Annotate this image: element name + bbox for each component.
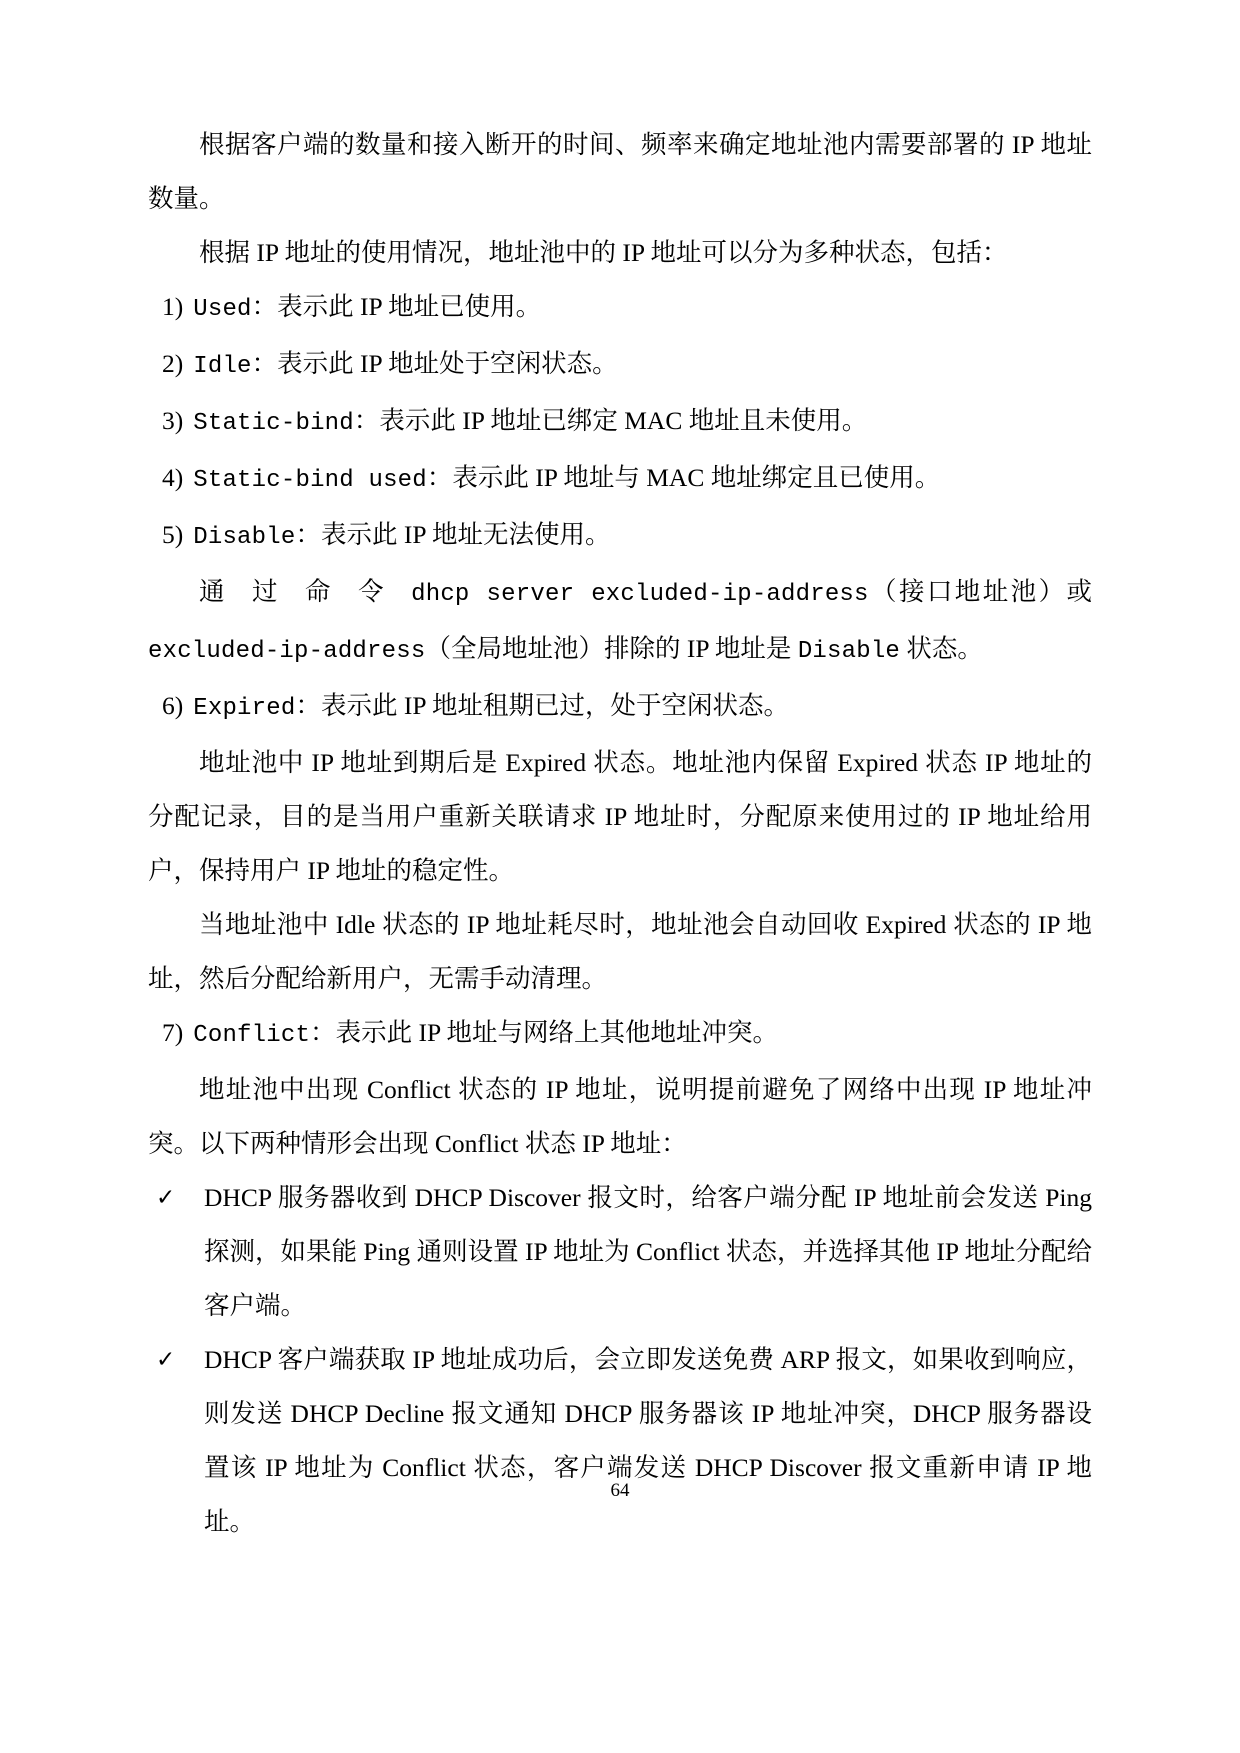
paragraph-exclude-command	[148, 565, 1092, 679]
check-list-item-ping-detect	[148, 1171, 1092, 1333]
list-item-used	[148, 280, 1092, 337]
list-marker: 5)	[162, 520, 184, 549]
paragraph-ip-states-intro: 根据 IP 地址的使用情况，地址池中的 IP 地址可以分为多种状态，包括：	[199, 238, 1008, 267]
list-marker: 3)	[162, 406, 184, 435]
list-marker: 6)	[162, 691, 184, 720]
list-item-text: ：表示此 IP 地址已绑定 MAC 地址且未使用。	[353, 406, 868, 435]
list-item-static-bind	[148, 394, 1092, 451]
page-number: 64	[610, 1480, 630, 1501]
state-name-idle: Idle	[193, 353, 252, 380]
command-intro-text: 通 过 命 令	[199, 577, 412, 606]
check-list-item-text: DHCP 服务器收到 DHCP Discover 报文时，给客户端分配 IP 地址前会发送 Ping 探测，如果能 Ping 通则设置 IP 地址为 Conflict 状态，并选择其他 IP 地址分配给客户端。	[204, 1183, 1092, 1320]
state-name-static-bind: Static-bind	[193, 410, 354, 437]
list-item-text: ：表示此 IP 地址已使用。	[251, 292, 542, 321]
list-item-disable	[148, 508, 1092, 565]
list-item-text: ：表示此 IP 地址租期已过，处于空闲状态。	[295, 691, 789, 720]
check-icon: ✓	[156, 1347, 176, 1373]
paragraph-ip-count: 根据客户端的数量和接入断开的时间、频率来确定地址池内需要部署的 IP 地址数量。	[148, 130, 1092, 213]
list-item-static-bind-used	[148, 451, 1092, 508]
list-item-conflict	[148, 1006, 1092, 1063]
list-item-expired	[148, 679, 1092, 736]
check-list-item-arp-decline	[148, 1333, 1092, 1549]
list-item-text: ：表示此 IP 地址无法使用。	[295, 520, 611, 549]
state-name-used: Used	[193, 296, 252, 323]
paragraph-expired-recycle: 当地址池中 Idle 状态的 IP 地址耗尽时，地址池会自动回收 Expired 状态的 IP 地址，然后分配给新用户，无需手动清理。	[148, 910, 1092, 993]
check-icon: ✓	[156, 1185, 176, 1211]
state-name-conflict: Conflict	[193, 1022, 311, 1049]
state-name-disable-ref: Disable	[797, 638, 901, 665]
state-name-static-bind-used: Static-bind used	[193, 467, 427, 494]
list-item-text: ：表示此 IP 地址处于空闲状态。	[251, 349, 618, 378]
state-name-expired: Expired	[193, 695, 296, 722]
command-suffix-text: （全局地址池）排除的 IP 地址是	[425, 634, 798, 663]
list-item-idle	[148, 337, 1092, 394]
paragraph-conflict-intro: 地址池中出现 Conflict 状态的 IP 地址，说明提前避免了网络中出现 IP 地址冲突。以下两种情形会出现 Conflict 状态 IP 地址：	[148, 1075, 1092, 1158]
list-item-text: ：表示此 IP 地址与网络上其他地址冲突。	[310, 1018, 779, 1047]
list-item-text: ：表示此 IP 地址与 MAC 地址绑定且已使用。	[426, 463, 941, 492]
command-end-text: 状态。	[900, 634, 983, 663]
command-excluded-ip-address-global: excluded-ip-address	[148, 638, 426, 665]
list-marker: 2)	[162, 349, 184, 378]
command-excluded-ip-address-interface: dhcp server excluded-ip-address	[411, 581, 869, 608]
command-mid-text: （接口地址池）或	[868, 577, 1092, 606]
list-marker: 4)	[162, 463, 184, 492]
paragraph-expired-records: 地址池中 IP 地址到期后是 Expired 状态。地址池内保留 Expired 状态 IP 地址的分配记录，目的是当用户重新关联请求 IP 地址时，分配原来使用过的 IP 地址给用户，保持用户 IP 地址的稳定性。	[148, 748, 1092, 885]
document-body	[148, 118, 1092, 1549]
check-list-item-text: DHCP 客户端获取 IP 地址成功后，会立即发送免费 ARP 报文，如果收到响应，则发送 DHCP Decline 报文通知 DHCP 服务器该 IP 地址冲突，DHCP 服务器设置该 IP 地址为 Conflict 状态，客户端发送 DHCP Discover 报文重新申请 IP 地址。	[204, 1345, 1092, 1536]
state-name-disable: Disable	[193, 524, 296, 551]
list-marker: 7)	[162, 1018, 184, 1047]
list-marker: 1)	[162, 292, 184, 321]
